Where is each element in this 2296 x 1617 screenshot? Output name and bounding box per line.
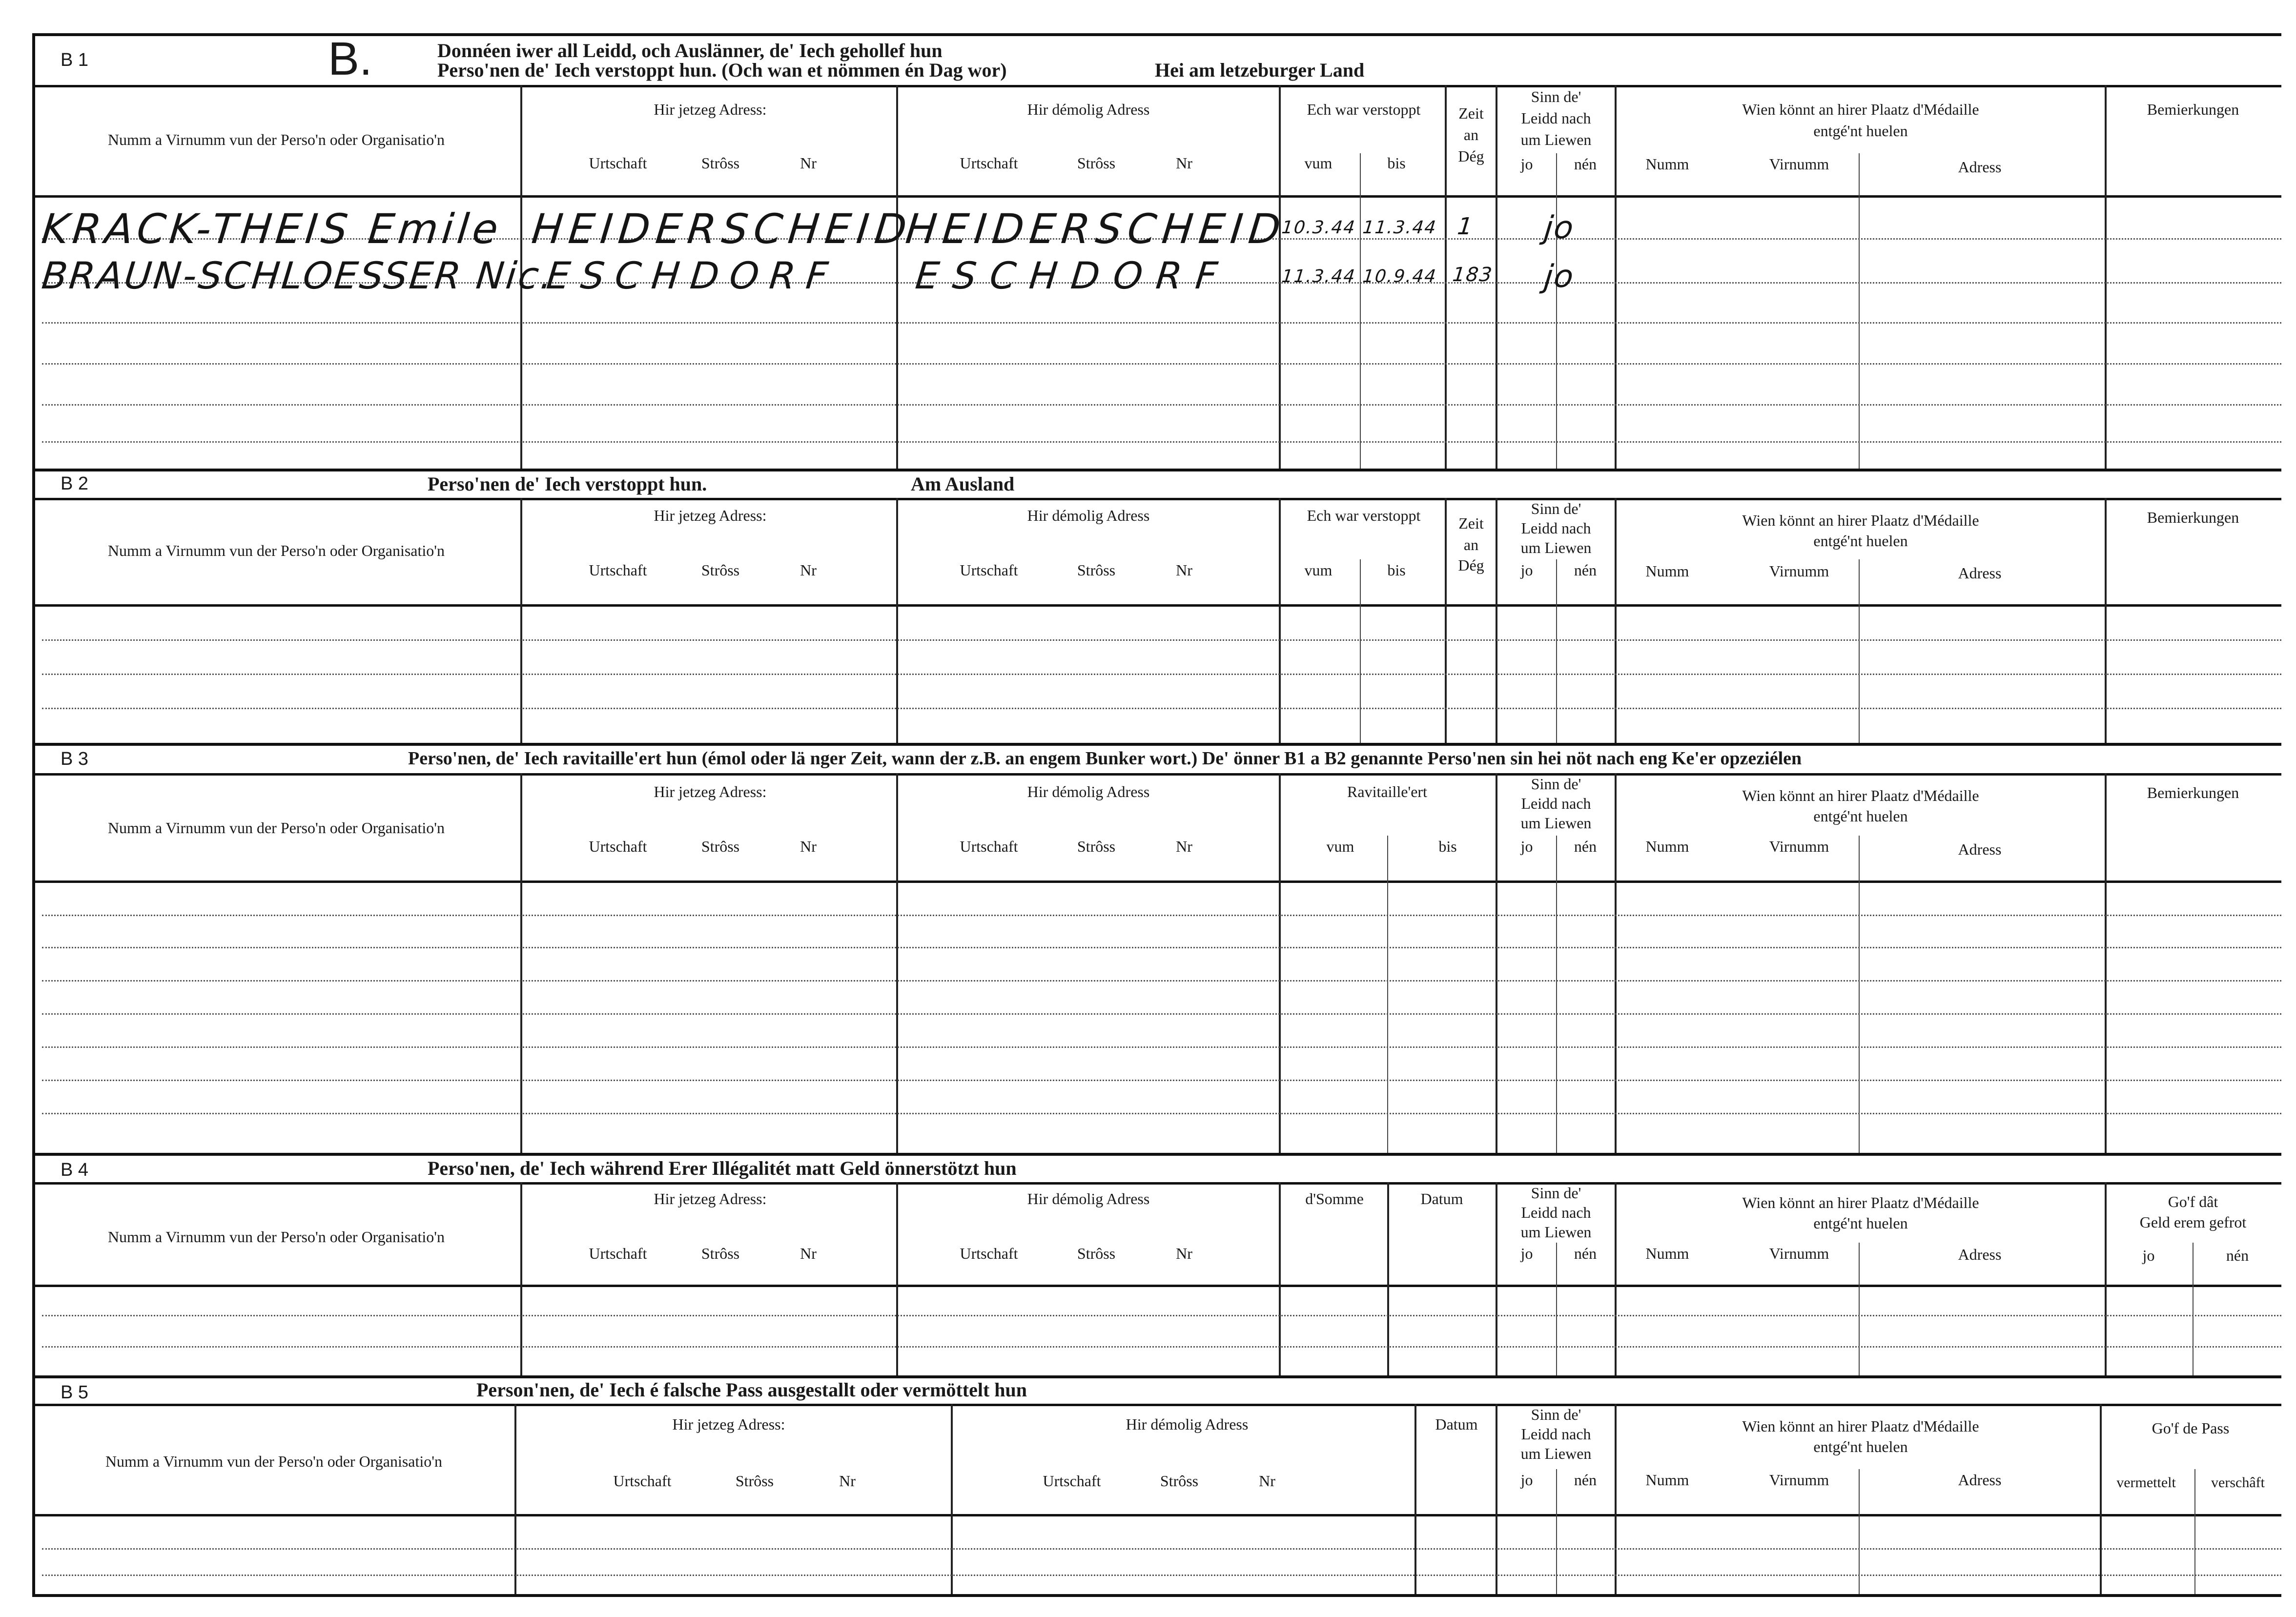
col-alive-3: um Liewen xyxy=(1520,1445,1592,1462)
col-numm: Numm xyxy=(1645,562,1689,580)
col-stross: Strôss xyxy=(701,154,740,172)
col-virnumm: Virnumm xyxy=(1769,1245,1829,1262)
col-urtschaft: Urtschaft xyxy=(613,1472,672,1490)
col-urtschaft: Urtschaft xyxy=(960,154,1018,172)
entry-days: 1 xyxy=(1456,213,1475,240)
col-current-address-header: Hir jetzeg Adress: xyxy=(654,101,767,118)
col-zeit-deg: Dég xyxy=(1458,147,1484,165)
col-hidden-header: Ech war verstoppt xyxy=(1307,507,1421,524)
section-b4 xyxy=(32,1153,2281,1375)
col-adress: Adress xyxy=(1958,840,2002,858)
col-stross: Strôss xyxy=(1077,154,1116,172)
col-remarks: Bemierkungen xyxy=(2147,509,2239,526)
entry-alive-yes: jo xyxy=(1542,259,1576,295)
entry-current-address: HEIDERSCHEID xyxy=(529,205,915,253)
col-name-header: Numm a Virnumm vun der Perso'n oder Organisatio'n xyxy=(107,542,445,559)
section-b1 xyxy=(32,33,2281,469)
section-subtitle: Hei am letzeburger Land xyxy=(1155,59,1365,81)
col-alive-3: um Liewen xyxy=(1520,131,1592,148)
col-jo: jo xyxy=(1520,1471,1533,1489)
col-nen: nén xyxy=(1574,561,1597,579)
col-nen: nén xyxy=(1574,1471,1597,1489)
col-nr: Nr xyxy=(1176,838,1192,855)
col-stross: Strôss xyxy=(735,1472,774,1490)
col-name-header: Numm a Virnumm vun der Perso'n oder Organisatio'n xyxy=(107,819,445,837)
col-nr: Nr xyxy=(1176,1245,1192,1262)
table-b1 xyxy=(32,85,2281,471)
col-medal: Wien könnt an hirer Plaatz d'Médaille xyxy=(1742,512,1979,529)
section-title: Person'nen, de' Iech é falsche Pass ausgestallt oder vermöttelt hun xyxy=(476,1379,1027,1401)
section-b2-header xyxy=(32,469,2281,500)
col-alive: Sinn de' xyxy=(1531,1406,1581,1423)
col-alive: Sinn de' xyxy=(1531,88,1581,105)
col-nen: nén xyxy=(1574,838,1597,855)
col-numm: Numm xyxy=(1645,155,1689,173)
col-name-header: Numm a Virnumm vun der Perso'n oder Organisatio'n xyxy=(107,131,445,148)
section-code: B 2 xyxy=(61,473,89,494)
col-medal: Wien könnt an hirer Plaatz d'Médaille xyxy=(1742,101,1979,118)
col-medal-2: entgé'nt huelen xyxy=(1813,807,1908,825)
col-date: Datum xyxy=(1435,1415,1478,1433)
section-title: Perso'nen, de' Iech ravitaille'ert hun (émol oder lä nger Zeit, wann der z.B. an engem Bunker wort.) De' önner B1 a B2 genannte Perso'nen sin hei nöt nach eng Ke'er opzeziélen xyxy=(408,748,1802,769)
col-current-address-header: Hir jetzeg Adress: xyxy=(654,507,767,524)
col-stross: Strôss xyxy=(701,1245,740,1262)
col-money-returned-2: Geld erem gefrot xyxy=(2139,1213,2247,1231)
col-stross: Strôss xyxy=(1160,1472,1199,1490)
col-jo: jo xyxy=(1520,838,1533,855)
col-alive: Sinn de' xyxy=(1531,1184,1581,1202)
col-medal-2: entgé'nt huelen xyxy=(1813,1214,1908,1232)
section-title: Perso'nen, de' Iech während Erer Illégalitét matt Geld önnerstötzt hun xyxy=(428,1157,1017,1179)
col-hidden-header: Ech war verstoppt xyxy=(1307,101,1421,118)
col-date: Datum xyxy=(1420,1190,1463,1208)
section-subtitle: Am Ausland xyxy=(911,473,1015,495)
col-previous-address-header: Hir démolig Adress xyxy=(1027,101,1150,118)
col-previous-address-header: Hir démolig Adress xyxy=(1027,783,1150,800)
col-virnumm: Virnumm xyxy=(1769,838,1829,855)
col-current-address-header: Hir jetzeg Adress: xyxy=(654,1190,767,1208)
col-nen: nén xyxy=(1574,155,1597,173)
col-medal-2: entgé'nt huelen xyxy=(1813,122,1908,140)
entry-hidden-from: 10.3.44 xyxy=(1280,218,1357,238)
section-code: B 3 xyxy=(61,749,89,769)
entry-previous-address: HEIDERSCHEID xyxy=(903,205,1289,253)
col-nr: Nr xyxy=(800,1245,817,1262)
col-nr: Nr xyxy=(1176,561,1192,579)
section-b4-header xyxy=(32,1153,2281,1185)
entry-hidden-from: 11.3.44 xyxy=(1280,266,1357,287)
entry-days: 183 xyxy=(1451,264,1494,286)
col-urtschaft: Urtschaft xyxy=(589,838,647,855)
col-vum: vum xyxy=(1304,561,1332,579)
col-zeit: Zeit xyxy=(1458,514,1484,532)
section-b3-header xyxy=(32,743,2281,776)
col-nr: Nr xyxy=(800,838,817,855)
col-nen: nén xyxy=(1574,1245,1597,1262)
entry-hidden-until: 11.3.44 xyxy=(1361,218,1438,238)
col-alive-2: Leidd nach xyxy=(1521,109,1591,127)
col-urtschaft: Urtschaft xyxy=(960,561,1018,579)
col-nr: Nr xyxy=(839,1472,856,1490)
col-alive: Sinn de' xyxy=(1531,500,1581,517)
col-nr: Nr xyxy=(1259,1472,1275,1490)
col-zeit: Zeit xyxy=(1458,104,1484,122)
col-jo: jo xyxy=(2142,1247,2155,1264)
section-code: B 1 xyxy=(61,50,89,70)
col-nen: nén xyxy=(2226,1247,2249,1264)
col-alive-2: Leidd nach xyxy=(1521,1204,1591,1221)
col-virnumm: Virnumm xyxy=(1769,562,1829,580)
col-adress: Adress xyxy=(1958,1471,2002,1489)
col-stross: Strôss xyxy=(701,838,740,855)
col-medal: Wien könnt an hirer Plaatz d'Médaille xyxy=(1742,1417,1979,1435)
col-mediated: vermettelt xyxy=(2116,1474,2176,1491)
col-urtschaft: Urtschaft xyxy=(589,1245,647,1262)
section-code: B 5 xyxy=(61,1382,89,1403)
col-vum: vum xyxy=(1326,838,1354,855)
col-bis: bis xyxy=(1387,561,1406,579)
col-current-address-header: Hir jetzeg Adress: xyxy=(654,783,767,800)
col-jo: jo xyxy=(1520,561,1533,579)
col-medal-2: entgé'nt huelen xyxy=(1813,1438,1908,1455)
col-name-header: Numm a Virnumm vun der Perso'n oder Organisatio'n xyxy=(105,1453,443,1470)
col-urtschaft: Urtschaft xyxy=(960,1245,1018,1262)
section-code: B 4 xyxy=(61,1160,89,1180)
col-medal: Wien könnt an hirer Plaatz d'Médaille xyxy=(1742,787,1979,804)
col-bis: bis xyxy=(1438,838,1457,855)
col-previous-address-header: Hir démolig Adress xyxy=(1126,1415,1249,1433)
col-stross: Strôss xyxy=(1077,838,1116,855)
section-title: Perso'nen de' Iech verstoppt hun. xyxy=(428,473,707,495)
section-b1-header xyxy=(32,33,2281,87)
col-virnumm: Virnumm xyxy=(1769,155,1829,173)
col-stross: Strôss xyxy=(1077,1245,1116,1262)
section-title: Donnéen iwer all Leidd, och Auslänner, de' Iech gehollef hun xyxy=(437,40,943,61)
form-letter: B. xyxy=(328,33,372,85)
col-zeit-an: an xyxy=(1463,536,1479,553)
section-b5 xyxy=(32,1375,2281,1597)
col-vum: vum xyxy=(1304,154,1332,172)
col-alive-3: um Liewen xyxy=(1520,1223,1592,1241)
col-remarks: Bemierkungen xyxy=(2147,101,2239,118)
col-adress: Adress xyxy=(1958,158,2002,176)
col-bis: bis xyxy=(1387,154,1406,172)
col-nr: Nr xyxy=(800,154,817,172)
col-medal-2: entgé'nt huelen xyxy=(1813,532,1908,550)
col-nr: Nr xyxy=(1176,154,1192,172)
entry-name: KRACK-THEIS Emile xyxy=(39,205,505,253)
col-jo: jo xyxy=(1520,1245,1533,1262)
col-supplied-header: Ravitaille'ert xyxy=(1347,783,1427,800)
col-numm: Numm xyxy=(1645,838,1689,855)
col-current-address-header: Hir jetzeg Adress: xyxy=(672,1415,785,1433)
col-alive-2: Leidd nach xyxy=(1521,1425,1591,1443)
col-adress: Adress xyxy=(1958,1246,2002,1263)
col-stross: Strôss xyxy=(701,561,740,579)
entry-current-address: ESCHDORF xyxy=(544,254,841,297)
entry-hidden-until: 10.9.44 xyxy=(1361,266,1438,287)
col-numm: Numm xyxy=(1645,1471,1689,1489)
table-b2 xyxy=(32,498,2281,746)
section-title-line2: Perso'nen de' Iech verstoppt hun. (Och wan et nömmen én Dag wor) xyxy=(437,59,1007,81)
entry-previous-address: ESCHDORF xyxy=(913,254,1233,297)
col-zeit-an: an xyxy=(1463,126,1479,143)
section-b3 xyxy=(32,743,2281,1153)
col-name-header: Numm a Virnumm vun der Perso'n oder Organisatio'n xyxy=(107,1228,445,1246)
col-jo: jo xyxy=(1520,155,1533,173)
col-zeit-deg: Dég xyxy=(1458,556,1484,574)
col-alive-2: Leidd nach xyxy=(1521,519,1591,537)
col-urtschaft: Urtschaft xyxy=(1043,1472,1101,1490)
col-procured: verschâft xyxy=(2211,1474,2265,1491)
col-adress: Adress xyxy=(1958,564,2002,582)
col-sum: d'Somme xyxy=(1305,1190,1364,1208)
col-urtschaft: Urtschaft xyxy=(589,154,647,172)
col-pass: Go'f de Pass xyxy=(2152,1419,2230,1437)
col-alive-3: um Liewen xyxy=(1520,814,1592,832)
col-remarks: Bemierkungen xyxy=(2147,784,2239,801)
col-numm: Numm xyxy=(1645,1245,1689,1262)
entry-name: BRAUN-SCHLOESSER Nic. xyxy=(40,254,557,297)
col-previous-address-header: Hir démolig Adress xyxy=(1027,507,1150,524)
section-b5-header xyxy=(32,1375,2281,1406)
table-b3 xyxy=(32,773,2281,1156)
col-virnumm: Virnumm xyxy=(1769,1471,1829,1489)
table-b5 xyxy=(32,1404,2281,1594)
col-nr: Nr xyxy=(800,561,817,579)
col-money-returned: Go'f dât xyxy=(2168,1193,2218,1210)
table-b4 xyxy=(32,1182,2281,1378)
col-alive-2: Leidd nach xyxy=(1521,795,1591,812)
entry-alive-yes: jo xyxy=(1542,210,1576,246)
section-b2 xyxy=(32,469,2281,743)
col-medal: Wien könnt an hirer Plaatz d'Médaille xyxy=(1742,1194,1979,1211)
col-alive-3: um Liewen xyxy=(1520,539,1592,556)
col-urtschaft: Urtschaft xyxy=(960,838,1018,855)
col-urtschaft: Urtschaft xyxy=(589,561,647,579)
col-previous-address-header: Hir démolig Adress xyxy=(1027,1190,1150,1208)
col-stross: Strôss xyxy=(1077,561,1116,579)
col-alive: Sinn de' xyxy=(1531,775,1581,793)
